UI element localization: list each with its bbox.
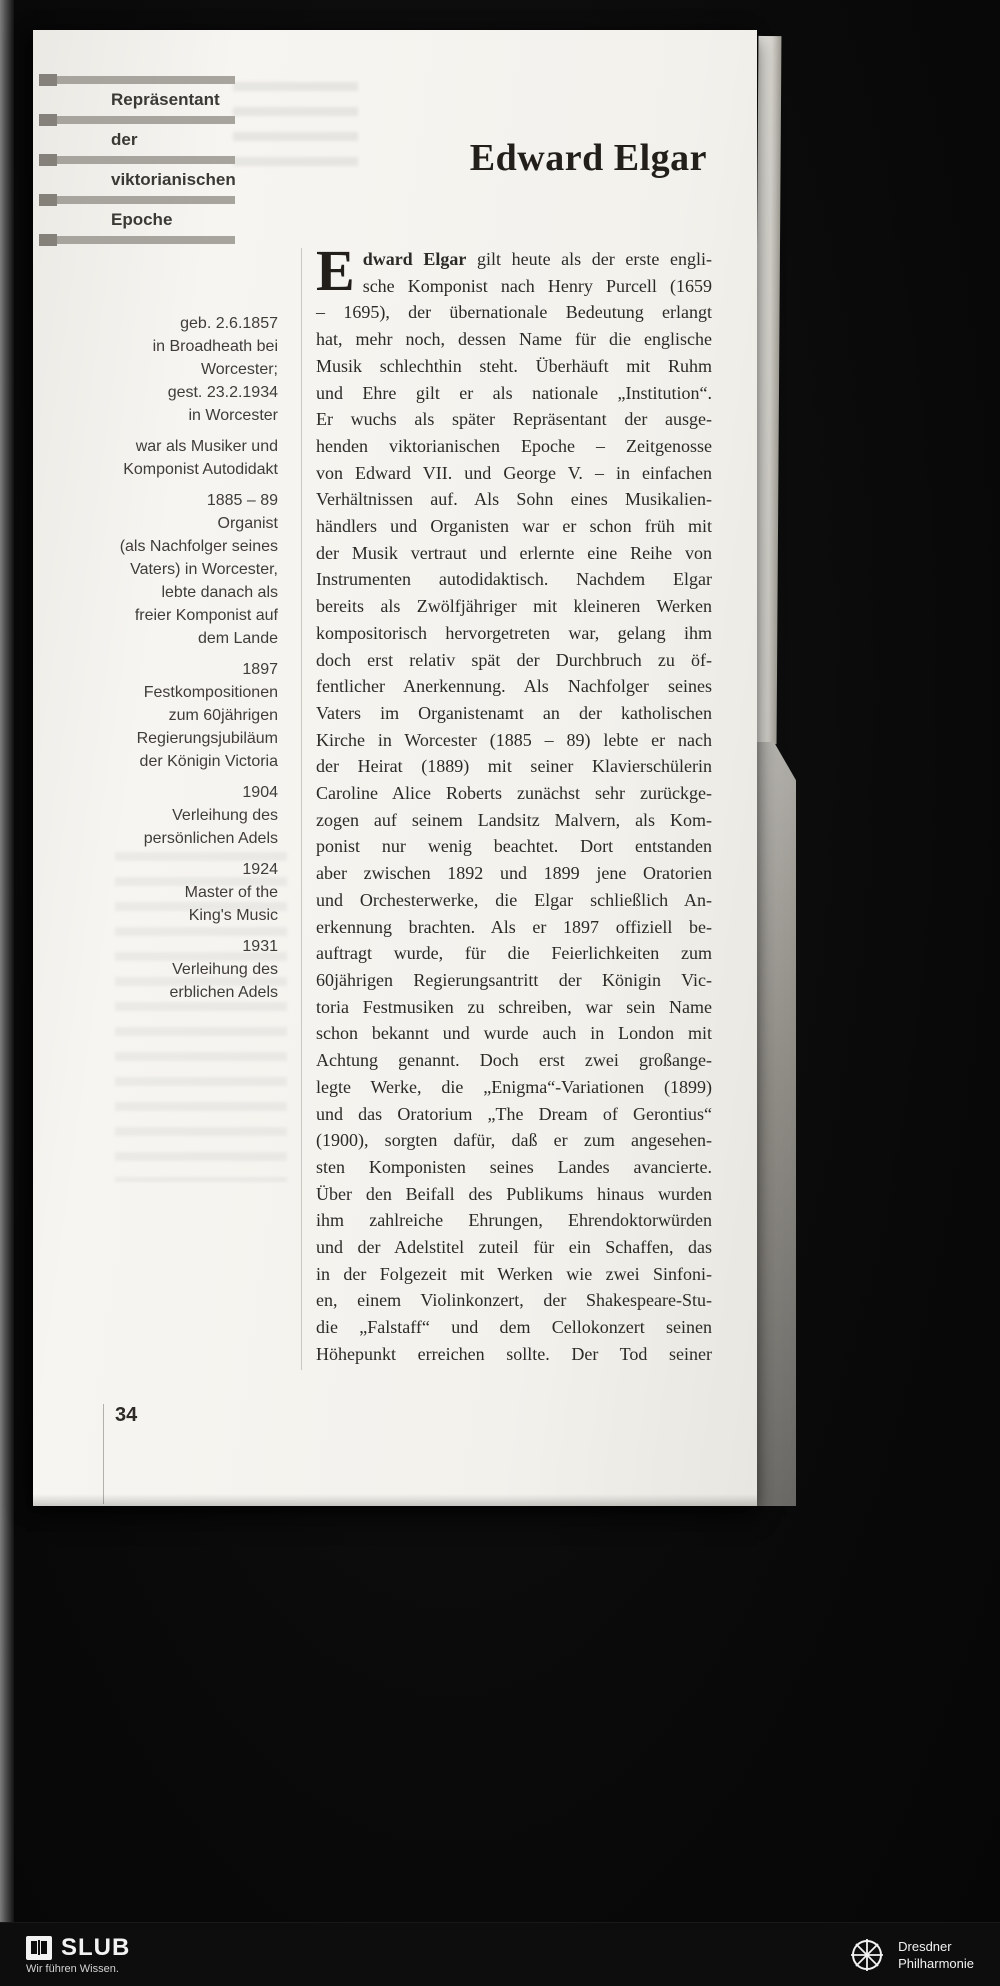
margin-note bbox=[73, 658, 278, 773]
article-line: zogen auf seinem Landsitz Malvern, als Kom- bbox=[316, 809, 712, 830]
article-line: Caroline Alice Roberts zunächst sehr zurückge- bbox=[316, 783, 712, 804]
margin-note-line: der Königin Victoria bbox=[139, 753, 278, 770]
article-line: aber zwischen 1892 und 1899 jene Oratorien bbox=[316, 863, 712, 884]
article-line: der Heirat (1889) mit seiner Klavierschülerin bbox=[316, 756, 712, 777]
article-line: und das Oratorium „The Dream of Gerontius“ bbox=[316, 1103, 712, 1124]
article-line: von Edward VII. und George V. – in einfachen bbox=[316, 462, 712, 483]
article-line: 60jährigen Regierungsantritt der Königin Vic- bbox=[316, 969, 712, 990]
margin-note-line: 1931 bbox=[242, 938, 278, 955]
chapter-tab-label: der bbox=[111, 130, 138, 149]
margin-note-line: 1897 bbox=[242, 661, 278, 678]
margin-note-line: freier Komponist auf bbox=[134, 607, 278, 624]
margin-note-line: in Broadheath bei bbox=[152, 338, 278, 355]
margin-note-line: 1924 bbox=[242, 861, 278, 878]
article-line: ponist nur wenig beachtet. Dort entstanden bbox=[316, 836, 712, 857]
margin-note-line: lebte danach als bbox=[161, 584, 278, 601]
article-line: der Musik vertraut und erlernte eine Reihe von bbox=[316, 542, 712, 563]
article-line: und Orchesterwerke, die Elgar schließlich An- bbox=[316, 889, 712, 910]
column-rule bbox=[301, 248, 302, 1370]
slub-book-icon bbox=[26, 1935, 52, 1961]
margin-note-line: dem Lande bbox=[197, 630, 278, 647]
page-number-block bbox=[103, 1404, 137, 1504]
margin-note-line: 1885 – 89 bbox=[206, 492, 278, 509]
article-line: Achtung genannt. Doch erst zwei großange- bbox=[316, 1050, 712, 1071]
article-line: bereits als Zwölfjähriger mit kleineren Werken bbox=[316, 596, 712, 617]
margin-note-line: Organist bbox=[217, 515, 278, 532]
tab-bar bbox=[39, 76, 235, 84]
page-number: 34 bbox=[115, 1404, 138, 1426]
scanned-page bbox=[33, 30, 757, 1506]
slub-tagline: Wir führen Wissen. bbox=[26, 1962, 119, 1975]
margin-note-line: Vaters) in Worcester, bbox=[130, 561, 278, 578]
chapter-tab-block bbox=[39, 76, 235, 244]
margin-note-line: Worcester; bbox=[200, 361, 278, 378]
margin-note-line: Master of the bbox=[184, 884, 278, 901]
article-line: legte Werke, die „Enigma“-Variationen (1899) bbox=[316, 1076, 712, 1097]
article-line: dward Elgar gilt heute als der erste engli- bbox=[362, 249, 712, 269]
article-line: kompositorisch hervorgetreten war, gelang ihm bbox=[316, 622, 712, 643]
article-line: in der Folgezeit mit Werken wie zwei Sinfoni- bbox=[316, 1263, 712, 1284]
margin-note-line: 1904 bbox=[242, 784, 278, 801]
article-line: Musik schlechthin steht. Überhäuft mit Ruhm bbox=[316, 355, 712, 376]
article-line: en, einem Violinkonzert, der Shakespeare-Stu- bbox=[316, 1290, 712, 1311]
bleed-through-ghost bbox=[233, 82, 358, 174]
margin-note-line: Komponist Autodidakt bbox=[123, 461, 278, 478]
article-line: Instrumenten autodidaktisch. Nachdem Elgar bbox=[316, 569, 712, 590]
tab-bar bbox=[39, 236, 235, 244]
article-line: Kirche in Worcester (1885 – 89) lebte er nach bbox=[316, 729, 712, 750]
article-line: auftragt wurde, für die Feierlichkeiten zum bbox=[316, 943, 712, 964]
margin-note bbox=[73, 781, 278, 850]
article-line: und der Adelstitel zuteil für ein Schaffen, das bbox=[316, 1237, 712, 1258]
margin-note-line: Regierungsjubiläum bbox=[136, 730, 278, 747]
article-line: ihm zahlreiche Ehrungen, Ehrendoktorwürden bbox=[316, 1210, 712, 1231]
tab-bar-cap bbox=[39, 114, 57, 126]
page-title: Edward Elgar bbox=[469, 137, 707, 179]
article-line: Verhältnissen auf. Als Sohn eines Musikalien- bbox=[316, 489, 712, 510]
article-line: (1900), sorgten dafür, daß er zum angesehen- bbox=[316, 1130, 712, 1151]
partner-name-line1: Dresdner bbox=[898, 1938, 952, 1954]
dropcap: E bbox=[316, 238, 355, 303]
margin-note-line: (als Nachfolger seines bbox=[119, 538, 278, 555]
dresdner-philharmonie-logo[interactable] bbox=[847, 1935, 974, 1975]
margin-note bbox=[73, 312, 278, 427]
lead-bold: dward Elgar bbox=[362, 249, 467, 269]
tab-bar-cap bbox=[39, 74, 57, 86]
article-line: toria Festmusiken zu schreiben, war sein Name bbox=[316, 996, 712, 1017]
margin-note-line: King's Music bbox=[188, 907, 278, 924]
article-line: henden viktorianischen Epoche – Zeitgenosse bbox=[316, 435, 712, 456]
margin-note-line: gest. 23.2.1934 bbox=[167, 384, 278, 401]
margin-note-line: in Worcester bbox=[188, 407, 278, 424]
article-line: doch erst relativ spät der Durchbruch zu öf- bbox=[316, 649, 712, 670]
margin-note-line: persönlichen Adels bbox=[143, 830, 278, 847]
chapter-tab-label: Repräsentant bbox=[111, 90, 220, 109]
article-line: fentlicher Anerkennung. Als Nachfolger seines bbox=[316, 676, 712, 697]
article-line: Über den Beifall des Publikums hinaus wurden bbox=[316, 1183, 712, 1204]
margin-note-line: zum 60jährigen bbox=[168, 707, 278, 724]
next-page-edge bbox=[754, 36, 782, 744]
margin-note-line: war als Musiker und bbox=[135, 438, 278, 455]
article-line: hat, mehr noch, dessen Name für die englische bbox=[316, 329, 712, 350]
margin-note-line: Verleihung des bbox=[172, 807, 278, 824]
article-line: händlers und Organisten war er schon früh mit bbox=[316, 516, 712, 537]
partner-name-line2: Philharmonie bbox=[898, 1955, 974, 1971]
margin-notes-column bbox=[73, 312, 278, 1012]
article-line: die „Falstaff“ und dem Cellokonzert seinen bbox=[316, 1317, 712, 1338]
tab-bar bbox=[39, 196, 235, 204]
margin-note bbox=[73, 935, 278, 1004]
article-line: schon bekannt und wurde auch in London mit bbox=[316, 1023, 712, 1044]
slub-name: SLUB bbox=[61, 1933, 131, 1961]
slub-logo[interactable] bbox=[26, 1935, 130, 1975]
tab-bar-cap bbox=[39, 234, 57, 246]
margin-note-line: Verleihung des bbox=[172, 961, 278, 978]
article-line: erkennung brachten. Als er 1897 offiziell be- bbox=[316, 916, 712, 937]
article-line: Er wuchs als später Repräsentant der ausge- bbox=[316, 409, 712, 430]
tab-bar-cap bbox=[39, 154, 57, 166]
tab-bar bbox=[39, 156, 235, 164]
chapter-tab-label: viktorianischen bbox=[111, 170, 236, 189]
chapter-tab-label: Epoche bbox=[111, 210, 173, 229]
article-text bbox=[316, 238, 712, 1368]
margin-note bbox=[73, 435, 278, 481]
margin-note bbox=[73, 489, 278, 650]
margin-note-line: Festkompositionen bbox=[143, 684, 278, 701]
article-line: sche Komponist nach Henry Purcell (1659 bbox=[362, 275, 712, 296]
article-line: – 1695), der übernationale Bedeutung erlangt bbox=[316, 302, 712, 323]
margin-note-line: erblichen Adels bbox=[169, 984, 278, 1001]
article-line: Vaters im Organistenamt an der katholischen bbox=[316, 702, 712, 723]
philharmonie-emblem-icon bbox=[847, 1935, 887, 1975]
article-line: Höhepunkt erreichen sollte. Der Tod seiner bbox=[316, 1343, 712, 1364]
scanner-left-edge bbox=[0, 0, 14, 1986]
margin-note-line: geb. 2.6.1857 bbox=[180, 315, 278, 332]
tab-bar bbox=[39, 116, 235, 124]
viewer-footer bbox=[0, 1922, 1000, 1986]
article-line: und Ehre gilt er als nationale „Institution“. bbox=[316, 382, 712, 403]
margin-note bbox=[73, 858, 278, 927]
tab-bar-cap bbox=[39, 194, 57, 206]
article-line: sten Komponisten seines Landes avancierte. bbox=[316, 1156, 712, 1177]
